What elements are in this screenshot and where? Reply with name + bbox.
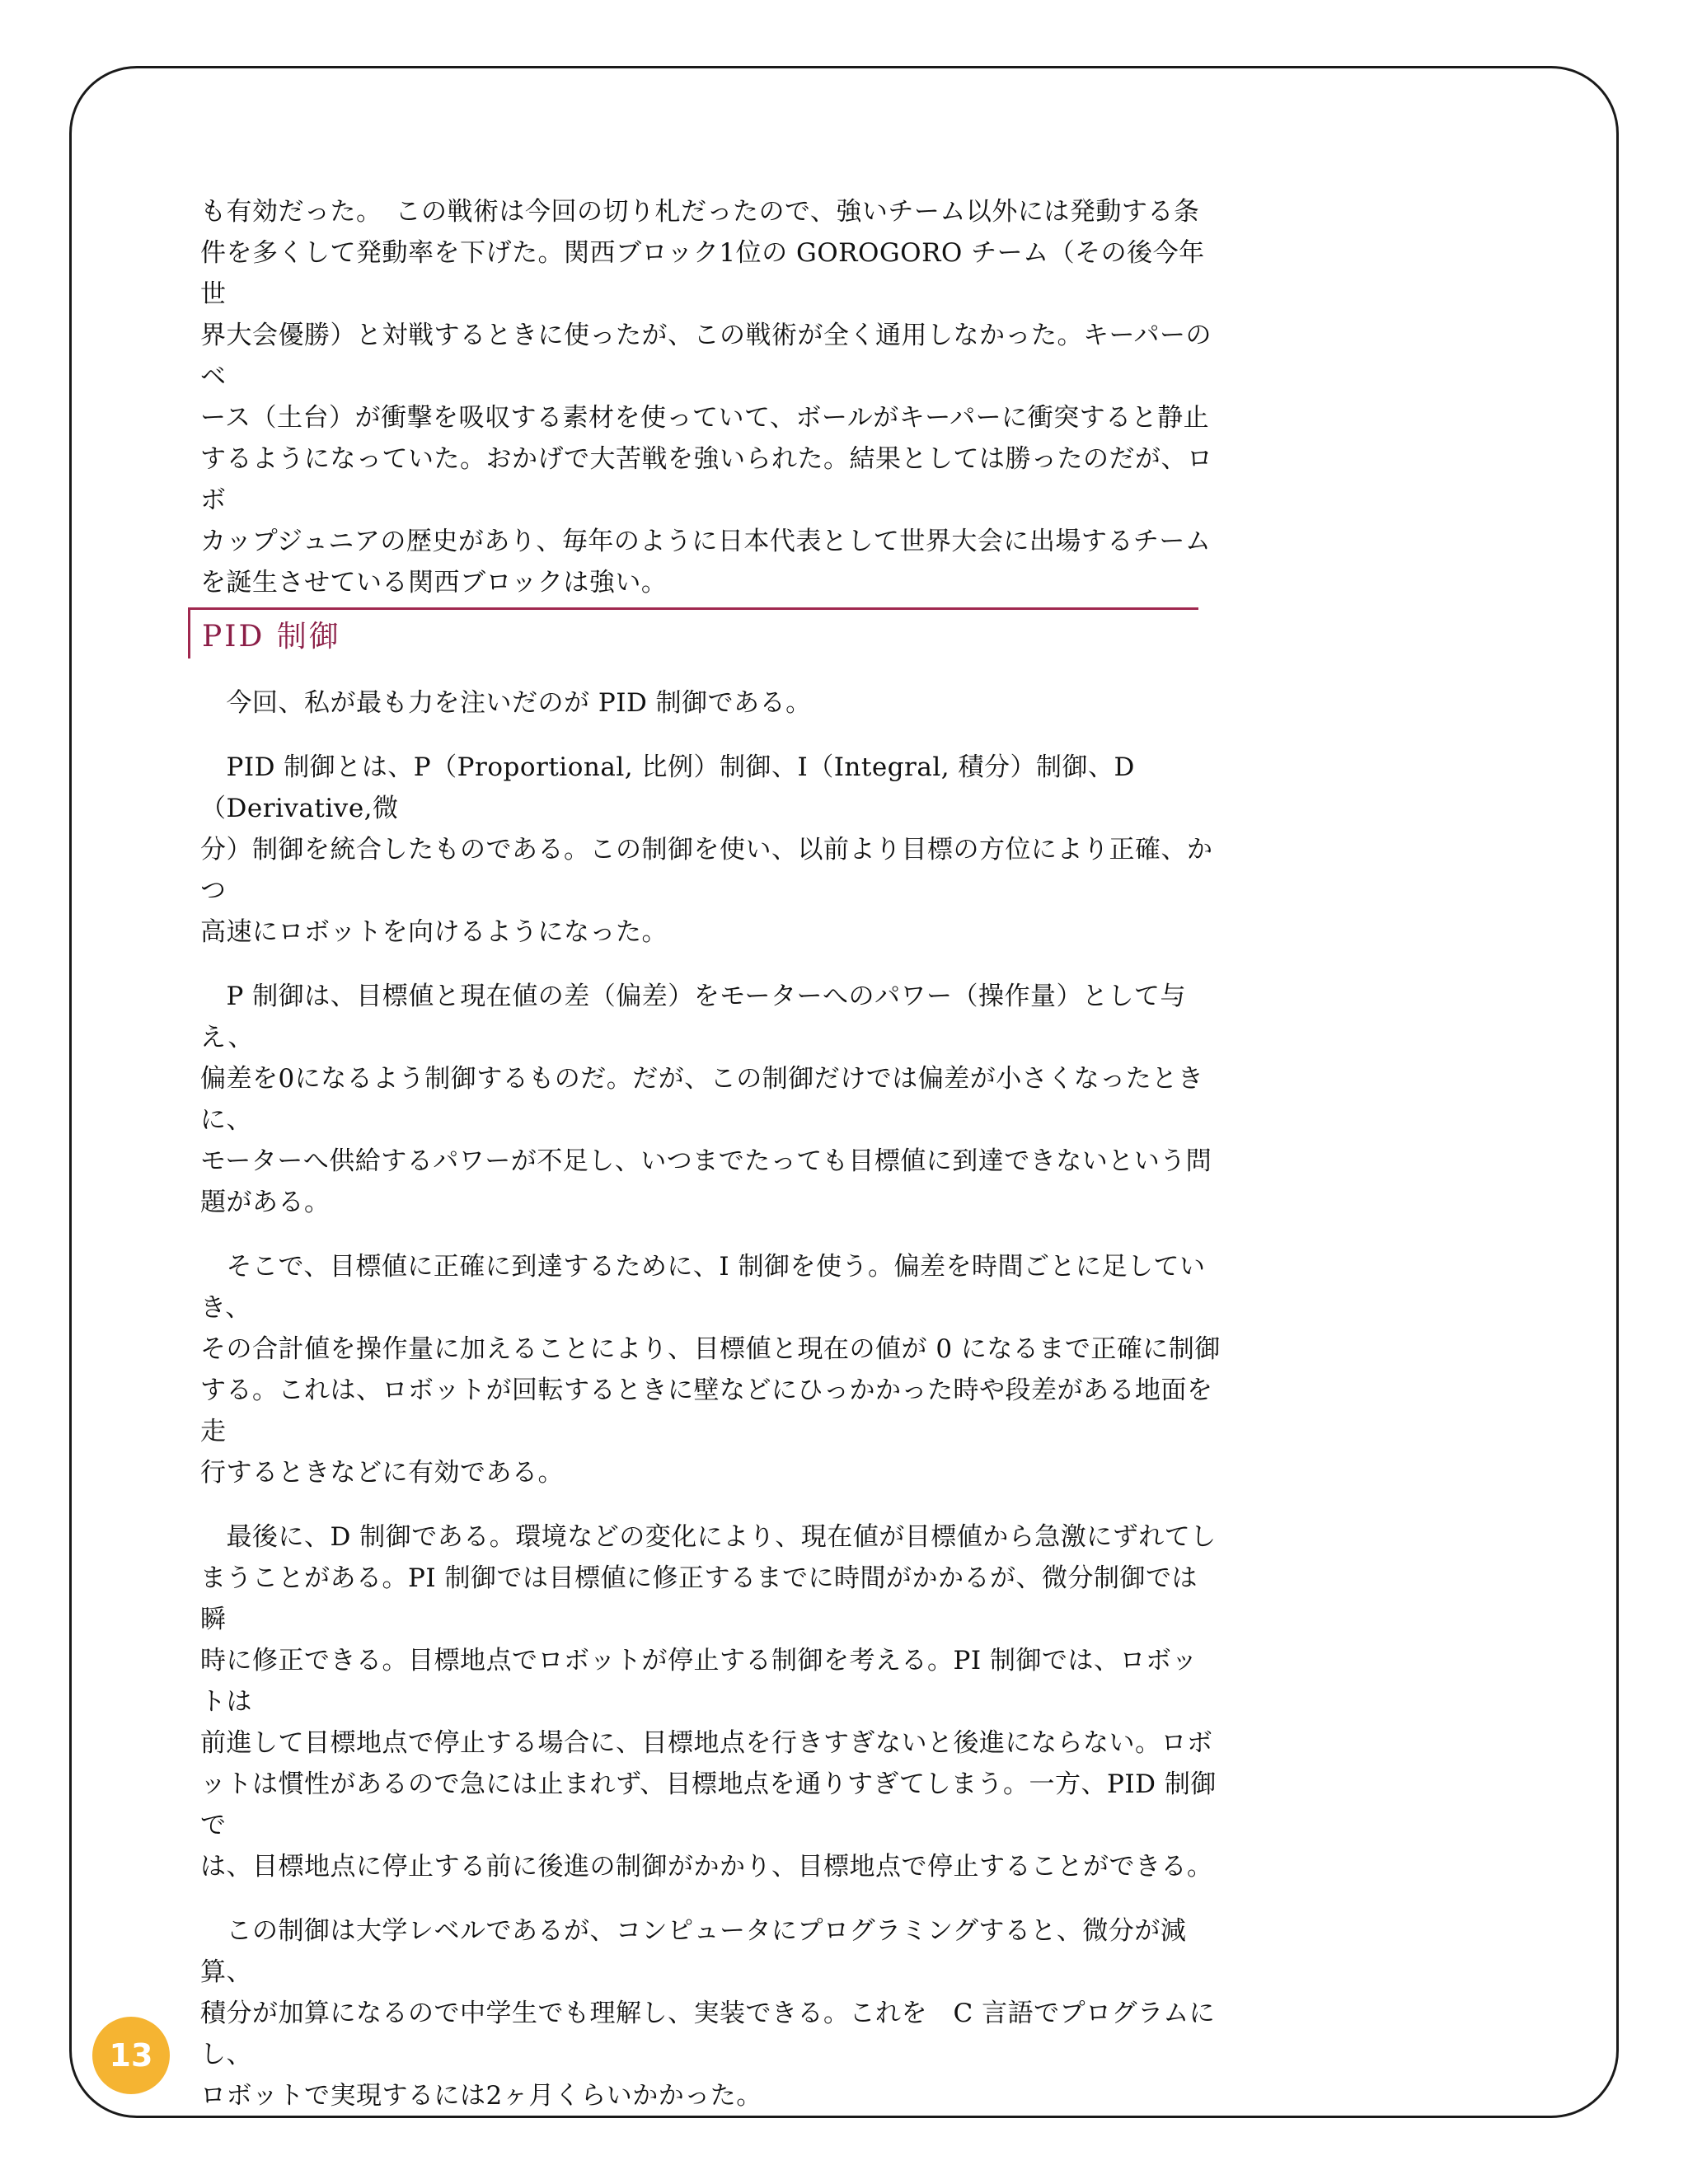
section-body [200,682,1222,2139]
paragraph: 最後に、D 制御である。環境などの変化により、現在値が目標値から急激にずれてし まうことがある。PI 制御では目標値に修正するまでに時間がかかるが、微分制御では瞬 時に修正できる。目標地点でロボットが停止する制御を考える。PI 制御では、ロボットは 前進して目標地点で停止する場合に、目標地点を行きすぎないと後進にならない。ロボ ットは慣性があるので急には止まれず、目標地点を通りすぎてしまう。一方、PID 制御で は、目標地点に停止する前に後進の制御がかかり、目標地点で停止することができる。 [200,1522,1217,1882]
paragraph: そこで、目標値に正確に到達するために、I 制御を使う。偏差を時間ごとに足していき、 その合計値を操作量に加えることにより、目標値と現在の値が 0 になるまで正確に制御 する。これは、ロボットが回転するときに壁などにひっかかった時や段差がある地面を走 行するときなどに有効である。 [200,1252,1221,1488]
intro-block [200,191,1222,603]
intro-paragraph: も有効だった。 この戦術は今回の切り札だったので、強いチーム以外には発動する条 件を多くして発動率を下げた。関西ブロック1位の GOROGORO チーム（その後今年世 界大会優勝）と対戦するときに使ったが、この戦術が全く通用しなかった。キーパーのベ ース（土台）が衝撃を吸収する素材を使っていて、ボールがキーパーに衝突すると静止 するようになっていた。おかげで大苦戦を強いられた。結果としては勝ったのだが、ロボ カップジュニアの歴史があり、毎年のように日本代表として世界大会に出場するチーム を誕生させている関西ブロックは強い。 [200,197,1213,598]
section-heading-box [188,607,1198,658]
paragraph: P 制御は、目標値と現在値の差（偏差）をモーターへのパワー（操作量）として与え、 偏差を0になるよう制御するものだ。だが、この制御だけでは偏差が小さくなったときに、 モーターへ供給するパワーが不足し、いつまでたっても目標値に到達できないという問 題がある。 [200,982,1212,1217]
paragraph: この制御は大学レベルであるが、コンピュータにプログラミングすると、微分が減算、 積分が加算になるので中学生でも理解し、実装できる。これを C 言語でプログラムにし、 ロボットで実現するには2ヶ月くらいかかった。 [200,1916,1216,2111]
paragraph: PID 制御とは、P（Proportional, 比例）制御、I（Integral, 積分）制御、D（Derivative,微 分）制御を統合したものである。この制御を使い、以前より目標の方位により正確、かつ 高速にロボットを向けるようになった。 [200,752,1213,947]
page-number-badge [92,2017,170,2094]
section-heading: PID 制御 [202,620,341,654]
paragraph: 今回、私が最も力を注いだのが PID 制御である。 [200,688,812,718]
page-number: 13 [109,2037,153,2074]
